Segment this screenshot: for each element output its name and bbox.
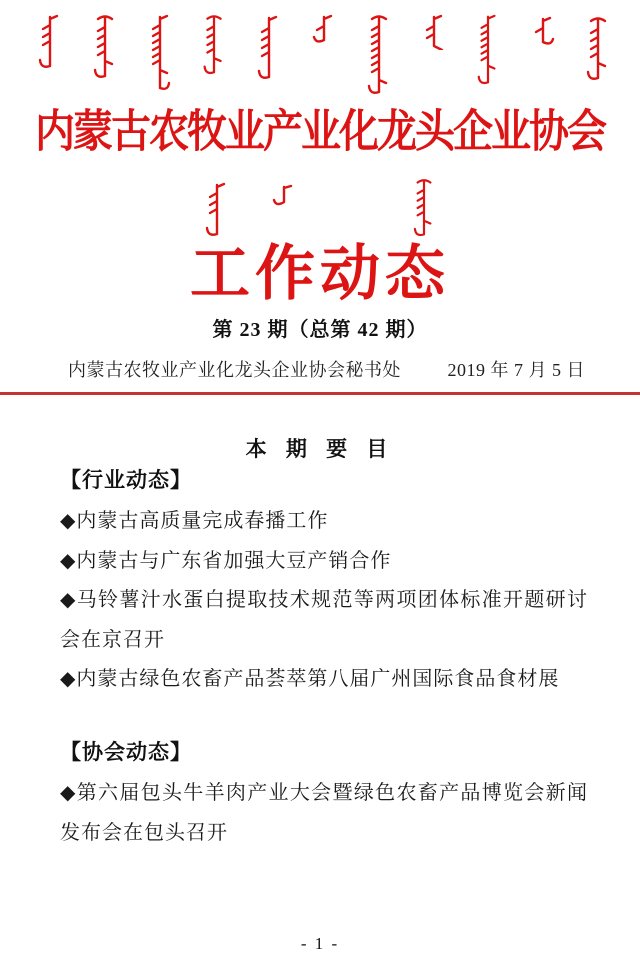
mongolian-word-icon	[476, 14, 500, 86]
toc-item: ◆内蒙古与广东省加强大豆产销合作	[60, 549, 392, 572]
toc-item: ◆第六届包头牛羊肉产业大会暨绿色农畜产品博览会新闻发布会在包头召开	[60, 782, 588, 844]
mongolian-word-icon	[202, 14, 226, 76]
section-industry-news	[60, 464, 588, 700]
mongolian-word-icon	[531, 14, 555, 48]
mongolian-word-icon	[586, 14, 610, 84]
publisher: 内蒙古农牧业产业化龙头企业协会秘书处	[68, 360, 401, 380]
section-heading-association: 【协会动态】	[60, 741, 192, 764]
page-number: - 1 -	[300, 934, 340, 953]
mongolian-word-icon	[257, 14, 281, 82]
mongolian-word-icon	[367, 14, 391, 96]
org-title: 内蒙古农牧业产业化龙头企业协会	[35, 106, 605, 157]
issue-number: 第 23 期（总第 42 期）	[212, 319, 428, 341]
mongolian-word-icon	[93, 14, 117, 80]
divider-rule	[0, 392, 640, 395]
mongolian-script-masthead	[38, 14, 610, 100]
toc-item: ◆马铃薯汁水蛋白提取技术规范等两项团体标准开题研讨会在京召开	[60, 589, 588, 651]
mongolian-word-icon	[148, 14, 172, 92]
publish-date: 2019 年 7 月 5 日	[447, 360, 585, 380]
bulletin-title: 工作动态	[190, 241, 450, 307]
publisher-line	[68, 356, 585, 382]
section-association-news	[60, 736, 588, 853]
contents-title: 本 期 要 目	[245, 437, 395, 461]
section-heading-industry: 【行业动态】	[60, 469, 192, 492]
toc-item: ◆内蒙古高质量完成春播工作	[60, 510, 329, 532]
mongolian-word-icon	[38, 14, 62, 70]
mongolian-word-icon	[272, 184, 296, 208]
mongolian-word-icon	[312, 14, 336, 44]
toc-item: ◆内蒙古绿色农畜产品荟萃第八届广州国际食品食材展	[60, 668, 560, 690]
mongolian-word-icon	[422, 14, 446, 50]
